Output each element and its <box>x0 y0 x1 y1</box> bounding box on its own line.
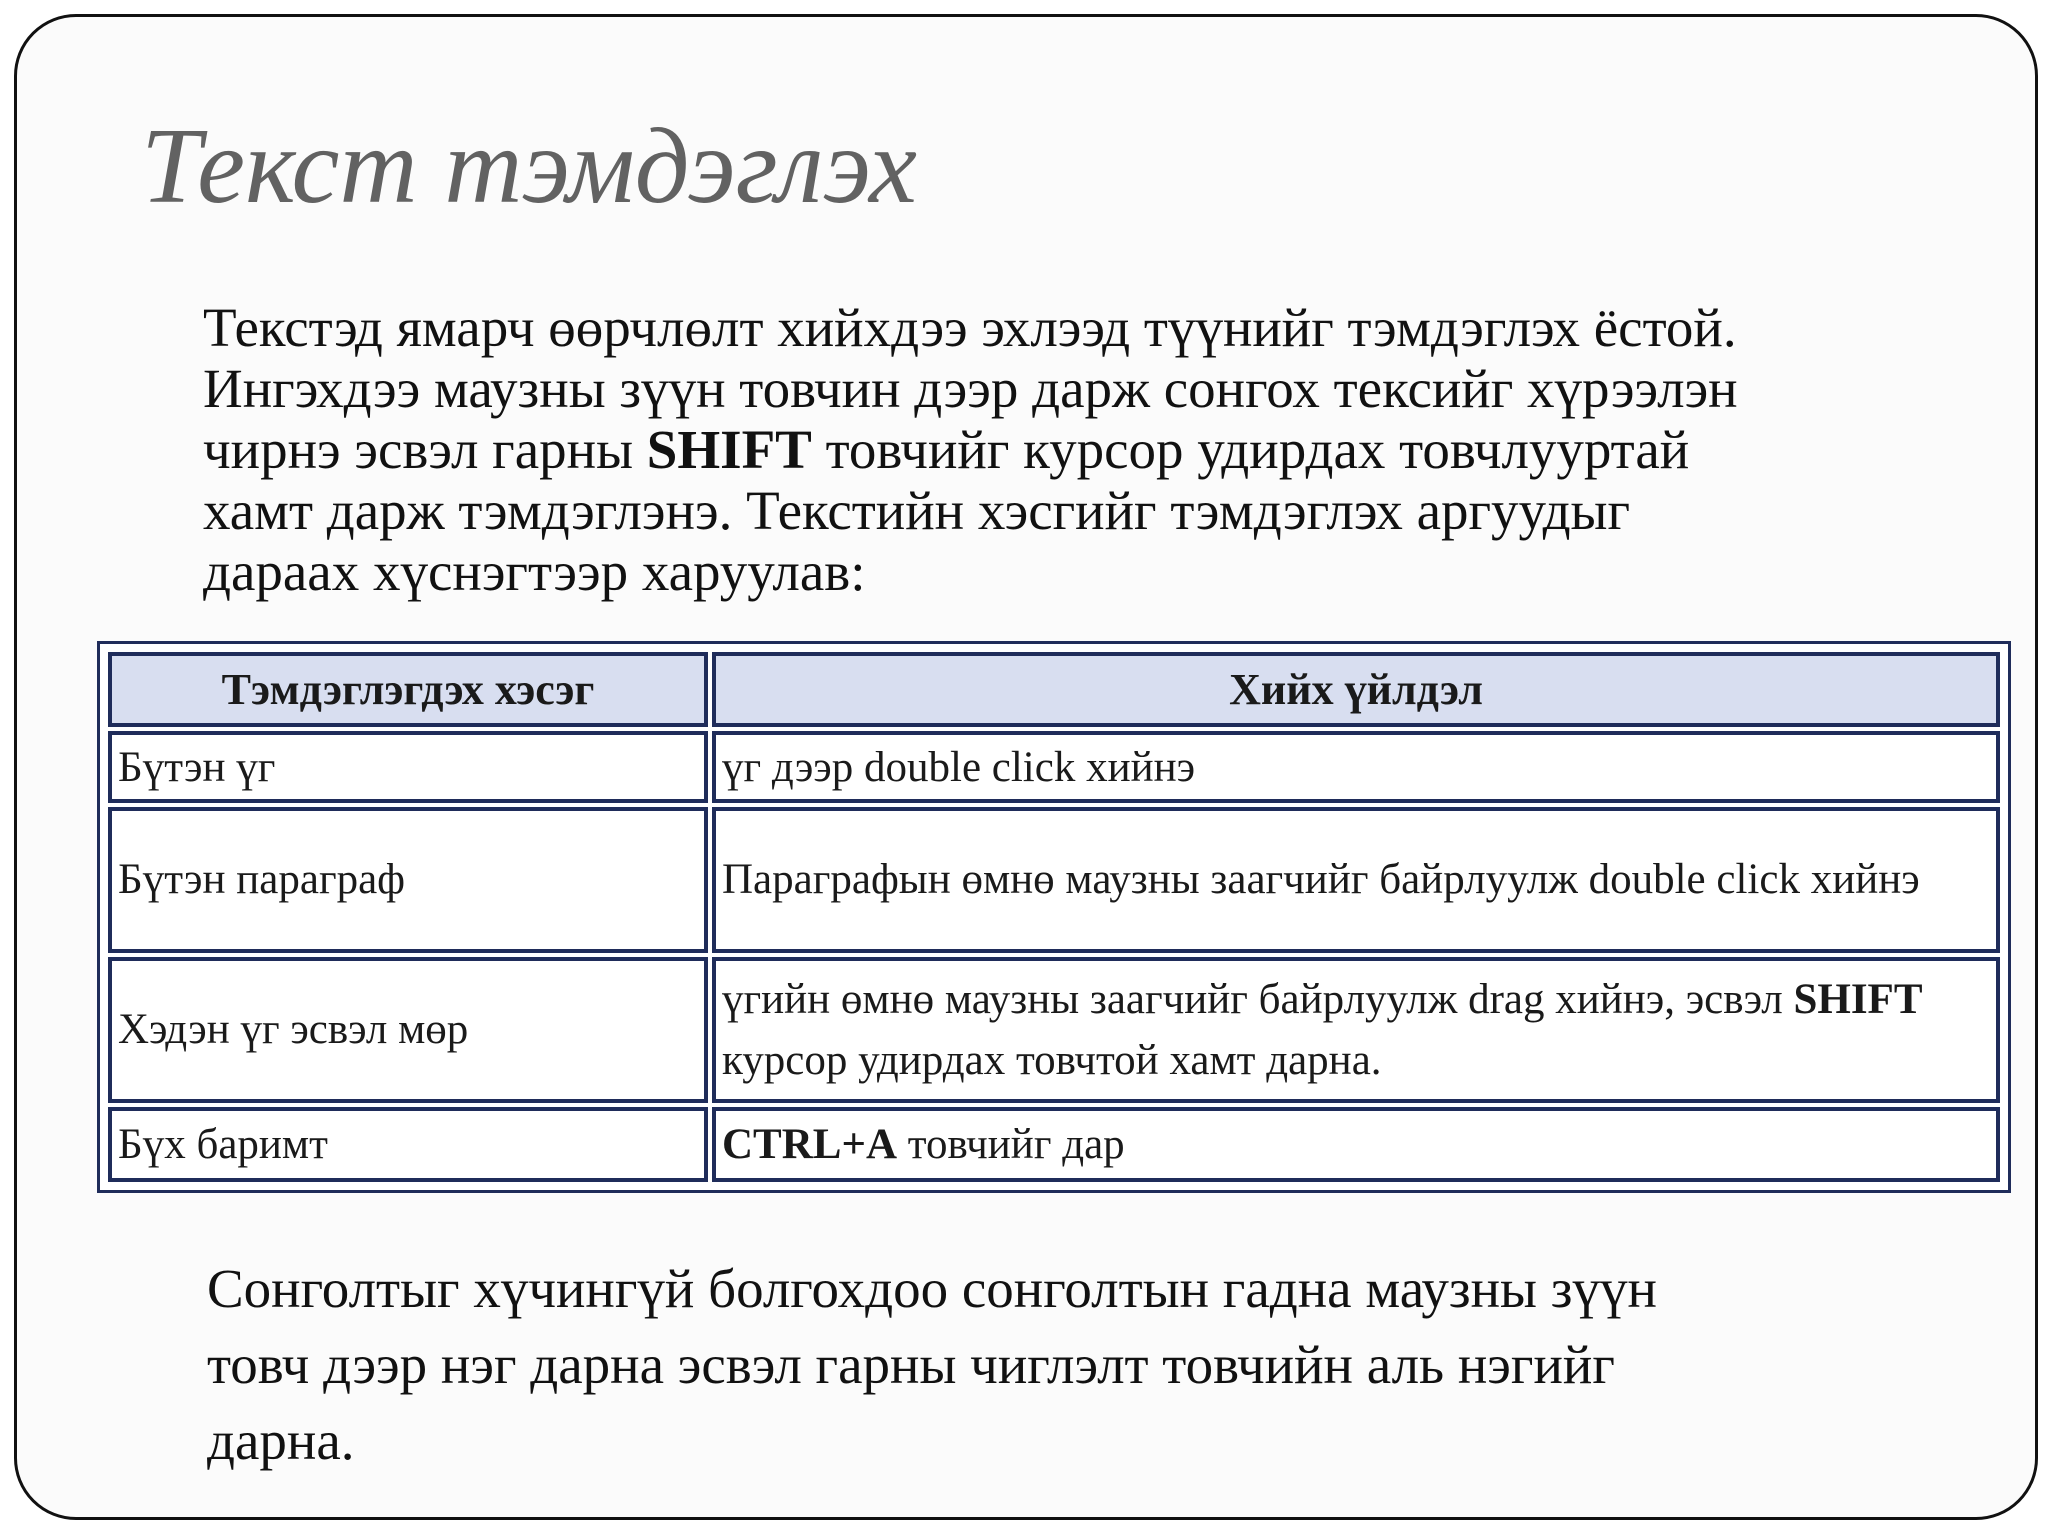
intro-paragraph <box>203 297 2003 602</box>
cell-part: Бүтэн параграф <box>108 807 708 953</box>
cell-action <box>712 1107 2000 1182</box>
cell-action-text: товчийг дар <box>897 1120 1125 1168</box>
selection-table <box>104 648 2004 1186</box>
intro-line: хамт дарж тэмдэглэнэ. Текстийн хэсгийг тэмдэглэх аргуудыг <box>203 480 1631 541</box>
table-row <box>108 807 2000 953</box>
intro-line: Ингэхдээ маузны зүүн товчин дээр дарж сонгох тексийг хүрээлэн <box>203 358 1738 419</box>
slide-title: Текст тэмдэглэх <box>141 107 917 226</box>
selection-methods-table <box>97 641 2011 1193</box>
cell-part: Хэдэн үг эсвэл мөр <box>108 957 708 1103</box>
intro-line: Текстэд ямарч өөрчлөлт хийхдээ эхлээд түүнийг тэмдэглэх ёстой. <box>203 297 1737 358</box>
outro-line: Сонголтыг хүчингүй болгохдоо сонголтын гадна маузны зүүн <box>207 1258 1657 1319</box>
cell-action-text: курсор удирдах товчтой хамт дарна. <box>722 1036 1382 1084</box>
cell-action <box>712 957 2000 1103</box>
intro-line: дараах хүснэгтээр харуулав: <box>203 541 866 602</box>
table-row <box>108 957 2000 1103</box>
cell-part: Бүтэн үг <box>108 731 708 803</box>
table-row <box>108 731 2000 803</box>
column-header-part: Тэмдэглэгдэх хэсэг <box>108 652 708 727</box>
ctrl-a-key-label: CTRL+A <box>722 1120 898 1168</box>
column-header-action: Хийх үйлдэл <box>712 652 2000 727</box>
cell-part: Бүх баримт <box>108 1107 708 1182</box>
cell-action: Параграфын өмнө маузны заагчийг байрлуулж double click хийнэ <box>712 807 2000 953</box>
intro-text: чирнэ эсвэл гарны <box>203 419 647 480</box>
table-row <box>108 1107 2000 1182</box>
shift-key-label: SHIFT <box>1793 975 1923 1023</box>
outro-paragraph <box>207 1251 1967 1479</box>
slide-frame <box>14 14 2038 1520</box>
outro-line: товч дээр нэг дарна эсвэл гарны чиглэлт товчийн аль нэгийг <box>207 1334 1615 1395</box>
cell-action: үг дээр double click хийнэ <box>712 731 2000 803</box>
cell-action-text: үгийн өмнө маузны заагчийг байрлуулж drag хийнэ, эсвэл <box>722 975 1794 1023</box>
intro-line <box>203 419 2003 480</box>
outro-line: дарна. <box>207 1410 355 1471</box>
shift-key-label: SHIFT <box>646 419 812 480</box>
table-header-row <box>108 652 2000 727</box>
intro-text: товчийг курсор удирдах товчлууртай <box>811 419 1690 480</box>
